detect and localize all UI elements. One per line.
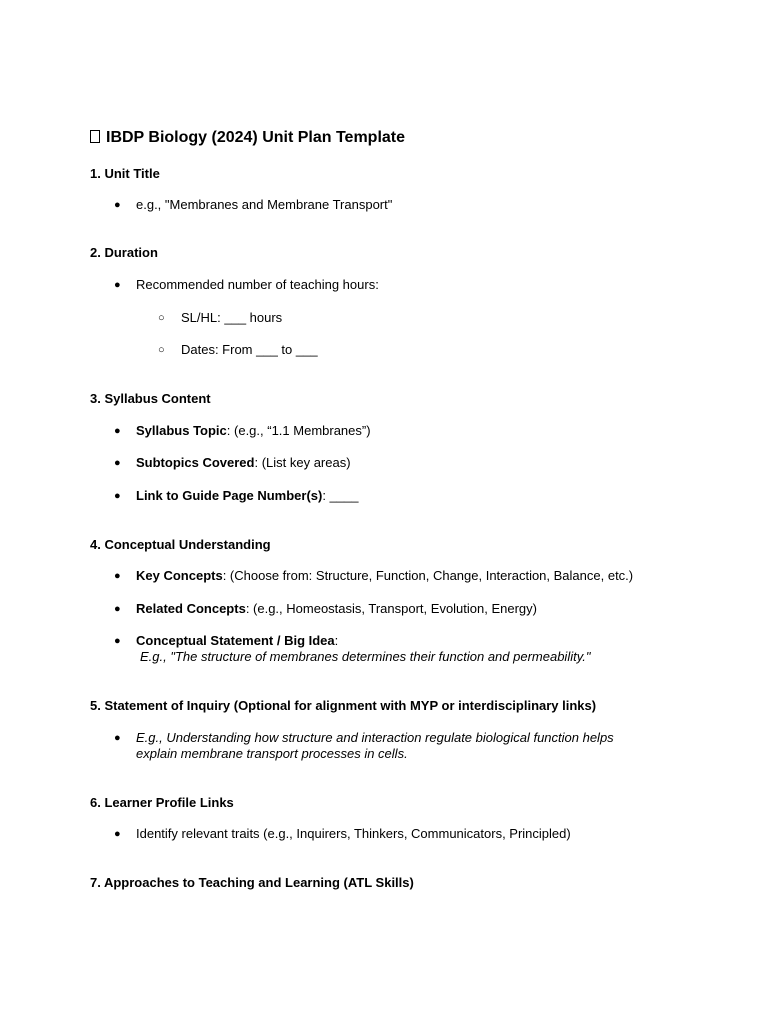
item-label: Syllabus Topic	[136, 423, 227, 438]
missing-glyph-icon	[90, 130, 100, 143]
document-title-text: IBDP Biology (2024) Unit Plan Template	[106, 129, 406, 146]
item-example: E.g., "The structure of membranes determines their function and permeability."	[140, 649, 591, 664]
list-item: ● Recommended number of teaching hours:	[136, 277, 379, 293]
item-label: Subtopics Covered	[136, 455, 255, 470]
list-item: ● Identify relevant traits (e.g., Inquirers, Thinkers, Communicators, Principled)	[136, 826, 571, 842]
list-item: ● e.g., "Membranes and Membrane Transport"	[136, 197, 392, 213]
item-text: : (List key areas)	[254, 455, 351, 470]
list-item	[136, 730, 614, 762]
item-text: : (e.g., Homeostasis, Transport, Evolution, Energy)	[245, 601, 537, 616]
list-item	[136, 423, 371, 439]
item-text: : (Choose from: Structure, Function, Change, Interaction, Balance, etc.)	[222, 568, 634, 583]
section-heading-learner-profile: 6. Learner Profile Links	[90, 795, 234, 810]
item-text: : ____	[322, 488, 359, 503]
item-label: Conceptual Statement / Big Idea	[136, 633, 335, 648]
document-title	[90, 129, 405, 147]
section-heading-statement-of-inquiry: 5. Statement of Inquiry (Optional for alignment with MYP or interdisciplinary links)	[90, 698, 597, 713]
section-heading-atl-skills: 7. Approaches to Teaching and Learning (ATL Skills)	[90, 875, 414, 890]
section-heading-unit-title: 1. Unit Title	[90, 166, 160, 181]
section-heading-syllabus-content: 3. Syllabus Content	[90, 391, 211, 406]
section-heading-duration: 2. Duration	[90, 245, 158, 260]
item-text: : (e.g., “1.1 Membranes”)	[226, 423, 371, 438]
item-line: explain membrane transport processes in cells.	[136, 746, 408, 761]
section-heading-conceptual-understanding: 4. Conceptual Understanding	[90, 537, 271, 552]
item-label: Link to Guide Page Number(s)	[136, 488, 323, 503]
item-label: Related Concepts	[136, 601, 246, 616]
list-item	[136, 455, 351, 471]
item-label: Key Concepts	[136, 568, 223, 583]
list-item	[136, 633, 590, 665]
item-text: :	[334, 633, 339, 648]
list-item	[136, 601, 537, 617]
sub-list-item: ○ SL/HL: ___ hours	[181, 310, 282, 326]
list-item	[136, 568, 633, 584]
list-item	[136, 488, 359, 504]
item-line: ● E.g., Understanding how structure and interaction regulate biological function helps	[136, 730, 614, 745]
sub-list-item: ○ Dates: From ___ to ___	[181, 342, 318, 358]
